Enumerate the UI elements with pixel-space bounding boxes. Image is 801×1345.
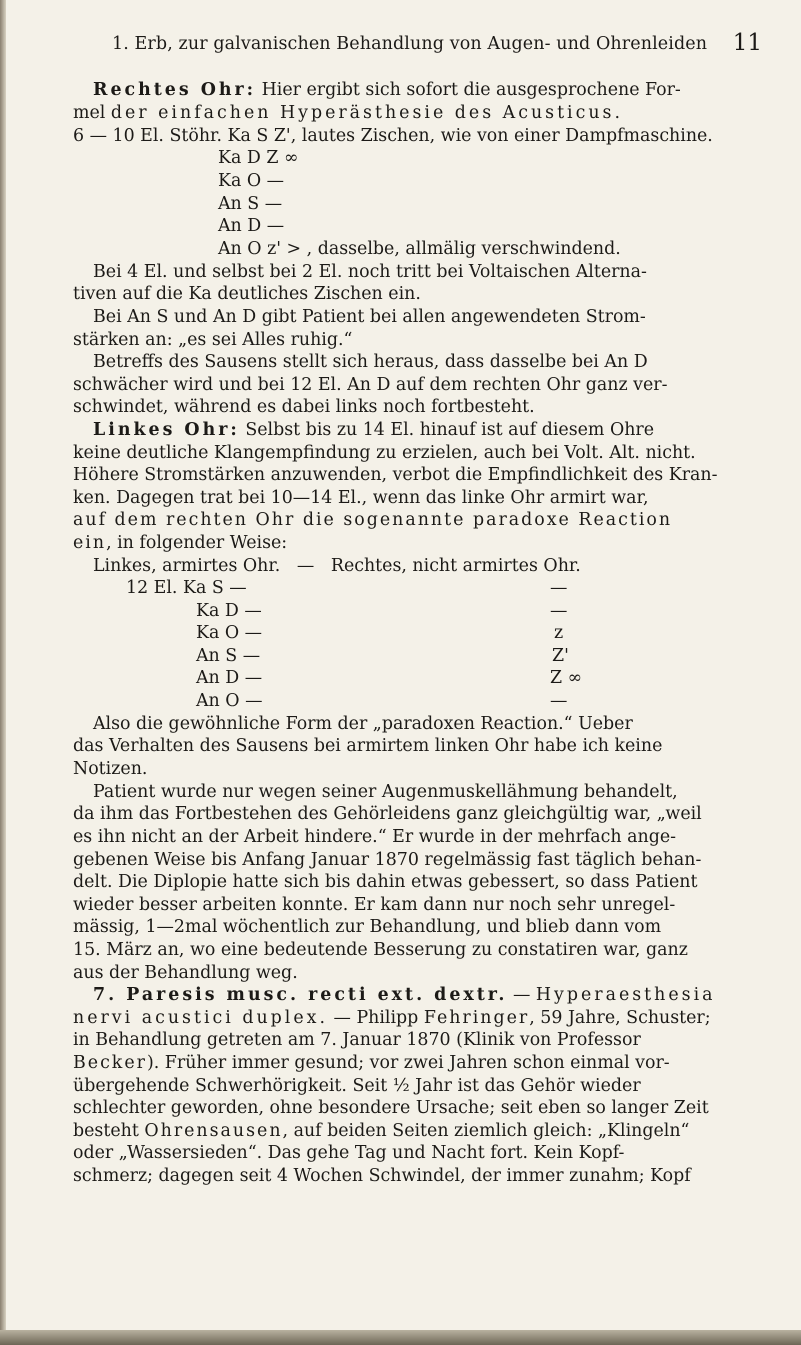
text-line: 15. März an, wo eine bedeutende Besserung zu constatiren war, ganz (73, 940, 688, 960)
table-cell-right: — (550, 578, 568, 598)
text-line: ken. Dagegen trat bei 10—14 El., wenn das linke Ohr armirt war, (73, 488, 649, 508)
text-line: stärken an: „es sei Alles ruhig.“ (73, 330, 353, 350)
text-line: oder „Wassersieden“. Das gehe Tag und Nacht fort. Kein Kopf- (73, 1143, 625, 1163)
table-cell-left: An S — (196, 646, 261, 666)
table-cell-left: Ka O — (196, 623, 263, 643)
page-number: 11 (732, 30, 762, 56)
text-line: schwächer wird und bei 12 El. An D auf dem rechten Ohr ganz ver- (73, 375, 668, 395)
text-line: da ihm das Fortbestehen des Gehörleidens ganz gleichgültig war, „weil (73, 804, 702, 824)
text-line: besteht Ohrensausen, auf beiden Seiten ziemlich gleich: „Klingeln“ (73, 1121, 690, 1141)
text-line: Höhere Stromstärken anzuwenden, verbot die Empfindlichkeit des Kran- (73, 465, 718, 485)
text-line: mel der einfachen Hyperästhesie des Acusticus. (73, 103, 624, 123)
text-line: aus der Behandlung weg. (73, 963, 298, 983)
formula-line: An S — (218, 194, 283, 214)
section-heading: Linkes Ohr: (93, 420, 240, 440)
table-header: Linkes, armirtes Ohr. — Rechtes, nicht armirtes Ohr. (93, 556, 581, 576)
text-line: schlechter geworden, ohne besondere Ursache; seit eben so langer Zeit (73, 1098, 709, 1118)
text-line: Bei 4 El. und selbst bei 2 El. noch tritt bei Voltaischen Alterna- (93, 262, 647, 282)
table-cell-left: 12 El. Ka S — (126, 578, 247, 598)
formula-line: Ka D Z ∞ (218, 148, 299, 168)
text-line: Betreffs des Sausens stellt sich heraus, dass dasselbe bei An D (93, 352, 648, 372)
running-header (72, 30, 762, 60)
table-cell-right: Z' (552, 646, 569, 666)
formula-line: An D — (218, 216, 285, 236)
emphasis-line: auf dem rechten Ohr die sogenannte paradoxe Reaction (73, 510, 673, 530)
page-bottom-edge (0, 1330, 801, 1345)
text-line: Patient wurde nur wegen seiner Augenmuskellähmung behandelt, (93, 782, 678, 802)
text-line: Bei An S und An D gibt Patient bei allen angewendeten Strom- (93, 307, 646, 327)
table-cell-right: z (554, 623, 564, 643)
text-line: Notizen. (73, 759, 148, 779)
text-line: schmerz; dagegen seit 4 Wochen Schwindel, der immer zunahm; Kopf (73, 1166, 691, 1186)
text-line: gebenen Weise bis Anfang Januar 1870 regelmässig fast täglich behan- (73, 850, 702, 870)
page-left-edge (0, 0, 6, 1345)
section-heading: Rechtes Ohr: (93, 80, 257, 100)
formula-line: An O z' > , dasselbe, allmälig verschwindend. (218, 239, 621, 259)
table-cell-right: — (550, 691, 568, 711)
text-line: mässig, 1—2mal wöchentlich zur Behandlung, und blieb dann vom (73, 917, 662, 937)
table-cell-right: Z ∞ (550, 668, 583, 688)
text-line: ein, in folgender Weise: (73, 533, 288, 553)
header-title: 1. Erb, zur galvanischen Behandlung von Augen- und Ohrenleiden (112, 34, 708, 54)
text-line: wieder besser arbeiten konnte. Er kam dann nur noch sehr unregel- (73, 895, 676, 915)
text-line: Becker). Früher immer gesund; vor zwei Jahren schon einmal vor- (73, 1053, 670, 1073)
table-cell-left: An D — (196, 668, 263, 688)
text-line: tiven auf die Ka deutliches Zischen ein. (73, 284, 421, 304)
table-cell-left: Ka D — (196, 601, 262, 621)
text-line: keine deutliche Klangempfindung zu erzielen, auch bei Volt. Alt. nicht. (73, 443, 696, 463)
text-line: das Verhalten des Sausens bei armirtem linken Ohr habe ich keine (73, 736, 663, 756)
case-heading-line: 7. Paresis musc. recti ext. dextr. — Hyperaesthesia (93, 985, 716, 1005)
text-line: es ihn nicht an der Arbeit hindere.“ Er wurde in der mehrfach ange- (73, 827, 677, 847)
text-line: Rechtes Ohr: Hier ergibt sich sofort die ausgesprochene For- (93, 80, 681, 100)
text-line: 6 — 10 El. Stöhr. Ka S Z', lautes Zischen, wie von einer Dampfmaschine. (73, 126, 713, 146)
formula-line: Ka O — (218, 171, 285, 191)
table-cell-left: An O — (196, 691, 263, 711)
text-line: Also die gewöhnliche Form der „paradoxen Reaction.“ Ueber (93, 714, 633, 734)
table-cell-right: — (550, 601, 568, 621)
case-title: 7. Paresis musc. recti ext. dextr. (93, 985, 508, 1005)
text-line: nervi acustici duplex. — Philipp Fehringer, 59 Jahre, Schuster; (73, 1008, 711, 1028)
text-line: delt. Die Diplopie hatte sich bis dahin etwas gebessert, so dass Patient (73, 872, 698, 892)
text-line: in Behandlung getreten am 7. Januar 1870 (Klinik von Professor (73, 1030, 641, 1050)
text-line: übergehende Schwerhörigkeit. Seit ½ Jahr ist das Gehör wieder (73, 1076, 641, 1096)
emphasis-text: der einfachen Hyperästhesie des Acusticus. (110, 103, 624, 123)
text-line: Linkes Ohr: Selbst bis zu 14 El. hinauf ist auf diesem Ohre (93, 420, 655, 440)
text-line: schwindet, während es dabei links noch fortbesteht. (73, 397, 535, 417)
